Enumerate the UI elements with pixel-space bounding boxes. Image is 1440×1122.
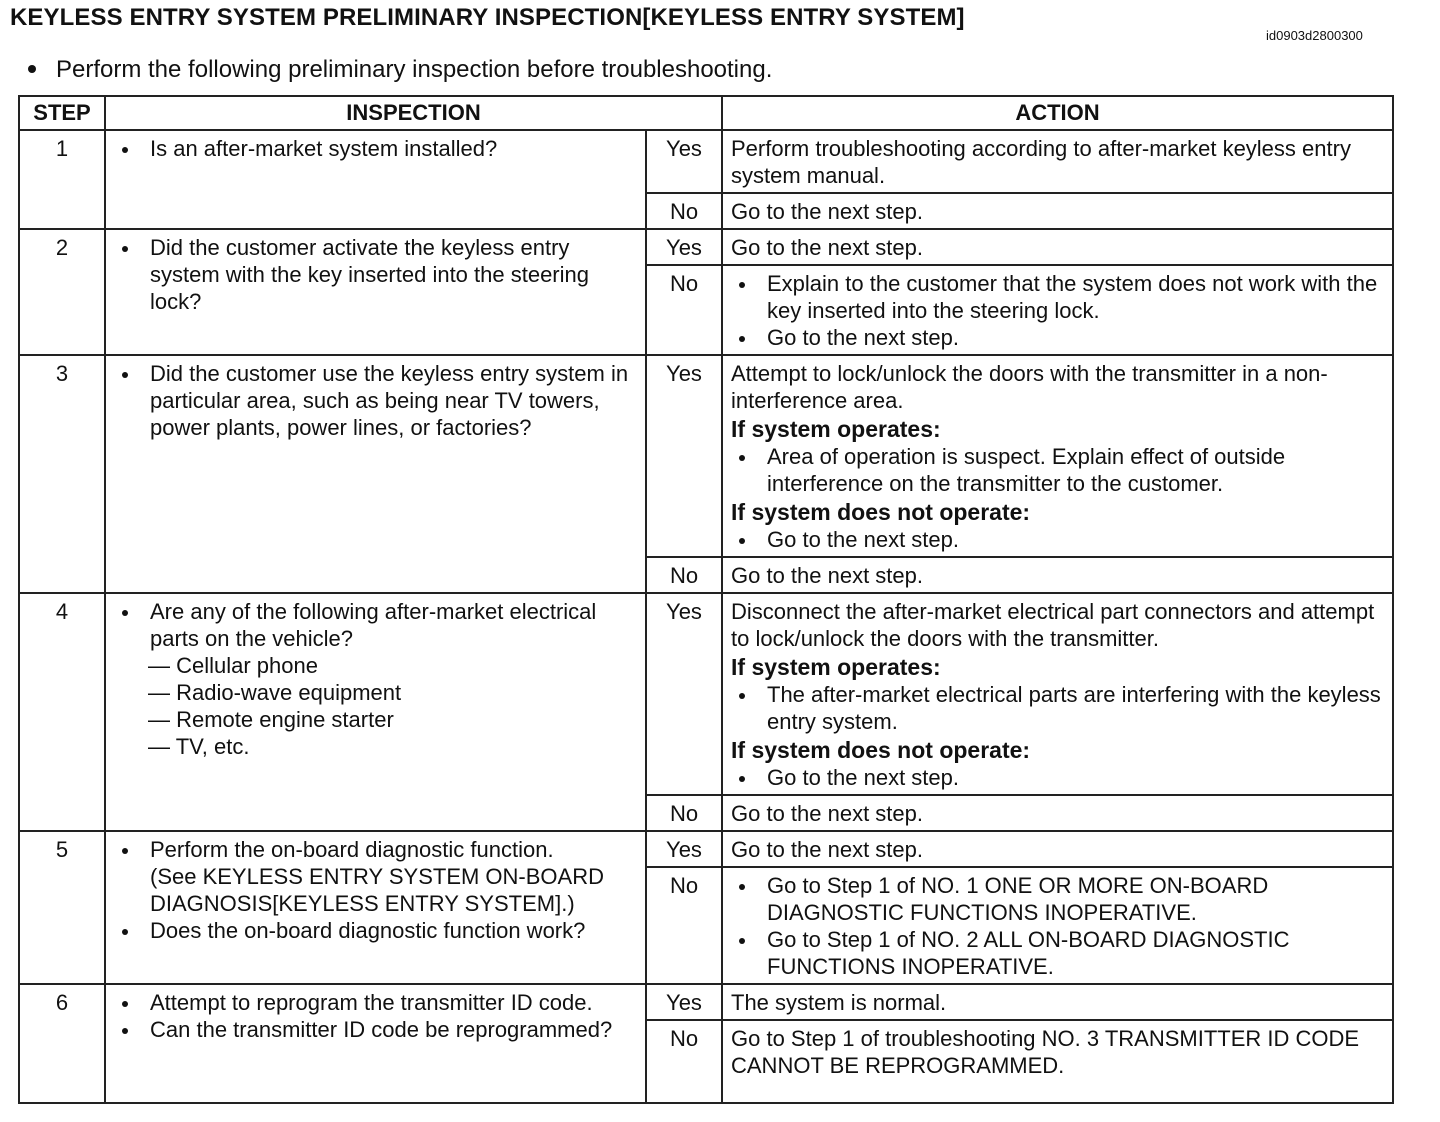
header-action: ACTION bbox=[722, 96, 1393, 130]
intro-line bbox=[28, 56, 772, 84]
bullet-icon bbox=[739, 884, 745, 890]
dash-item: — Radio-wave equipment bbox=[148, 680, 402, 705]
bullet-icon bbox=[122, 929, 128, 935]
dash-item: — TV, etc. bbox=[148, 734, 250, 759]
action-cell bbox=[722, 984, 1393, 1020]
table-header-row bbox=[19, 96, 1393, 130]
step-number: 5 bbox=[19, 831, 105, 984]
table-row bbox=[19, 355, 1393, 557]
action-cell bbox=[722, 229, 1393, 265]
bullet-icon bbox=[122, 372, 128, 378]
bullet-icon bbox=[122, 246, 128, 252]
action-text: The system is normal. bbox=[731, 990, 947, 1015]
no-label: No bbox=[646, 1020, 722, 1103]
not-operates-header: If system does not operate: bbox=[731, 737, 1031, 763]
action-bullet: Explain to the customer that the system does not work with the key inserted into the steering lock. bbox=[767, 271, 1378, 323]
bullet-icon bbox=[739, 538, 745, 544]
inspection-text: Perform the on-board diagnostic function. bbox=[150, 837, 554, 862]
action-cell bbox=[722, 795, 1393, 831]
yes-label: Yes bbox=[646, 831, 722, 867]
table-row bbox=[19, 229, 1393, 265]
operates-header: If system operates: bbox=[731, 416, 941, 442]
action-text: Go to the next step. bbox=[731, 837, 924, 862]
no-label: No bbox=[646, 867, 722, 984]
no-label: No bbox=[646, 193, 722, 229]
action-cell bbox=[722, 1020, 1393, 1103]
action-cell bbox=[722, 193, 1393, 229]
inspection-cell bbox=[105, 831, 646, 984]
action-cell bbox=[722, 265, 1393, 355]
table-row bbox=[19, 130, 1393, 193]
yes-label: Yes bbox=[646, 229, 722, 265]
operates-header: If system operates: bbox=[731, 654, 941, 680]
header-inspection: INSPECTION bbox=[105, 96, 722, 130]
inspection-text: Did the customer use the keyless entry system in particular area, such as being near TV towers, power plants, power lines, or factories? bbox=[150, 361, 629, 440]
action-bullet: Go to Step 1 of NO. 1 ONE OR MORE ON-BOARD DIAGNOSTIC FUNCTIONS INOPERATIVE. bbox=[767, 873, 1269, 925]
step-number: 4 bbox=[19, 593, 105, 831]
table-row bbox=[19, 831, 1393, 867]
inspection-text: Did the customer activate the keyless entry system with the key inserted into the steering lock? bbox=[150, 235, 589, 314]
dash-item: — Cellular phone bbox=[148, 653, 318, 678]
action-text: Disconnect the after-market electrical part connectors and attempt to lock/unlock the doors with the transmitter. bbox=[731, 599, 1375, 651]
action-cell bbox=[722, 557, 1393, 593]
inspection-text: Attempt to reprogram the transmitter ID code. bbox=[150, 990, 593, 1015]
bullet-icon bbox=[739, 455, 745, 461]
inspection-text: Does the on-board diagnostic function work? bbox=[150, 918, 586, 943]
action-text: Go to the next step. bbox=[731, 235, 924, 260]
action-cell bbox=[722, 130, 1393, 193]
inspection-text: Is an after-market system installed? bbox=[150, 136, 498, 161]
action-cell bbox=[722, 355, 1393, 557]
bullet-icon bbox=[739, 938, 745, 944]
bullet-icon bbox=[739, 282, 745, 288]
bullet-icon bbox=[122, 610, 128, 616]
action-bullet: The after-market electrical parts are interfering with the keyless entry system. bbox=[767, 682, 1381, 734]
bullet-icon bbox=[122, 1028, 128, 1034]
action-text: Go to the next step. bbox=[731, 199, 924, 224]
action-bullet: Go to the next step. bbox=[767, 765, 960, 790]
action-text: Perform troubleshooting according to after-market keyless entry system manual. bbox=[731, 136, 1351, 188]
page-title: KEYLESS ENTRY SYSTEM PRELIMINARY INSPECTION[KEYLESS ENTRY SYSTEM] bbox=[10, 4, 965, 31]
intro-text: Perform the following preliminary inspection before troubleshooting. bbox=[56, 56, 773, 83]
yes-label: Yes bbox=[646, 355, 722, 557]
inspection-text: Can the transmitter ID code be reprogrammed? bbox=[150, 1017, 613, 1042]
action-text: Go to the next step. bbox=[731, 563, 924, 588]
inspection-cell bbox=[105, 593, 646, 831]
no-label: No bbox=[646, 557, 722, 593]
action-text: Go to Step 1 of troubleshooting NO. 3 TRANSMITTER ID CODE CANNOT BE REPROGRAMMED. bbox=[731, 1026, 1360, 1078]
yes-label: Yes bbox=[646, 593, 722, 795]
action-cell bbox=[722, 593, 1393, 795]
bullet-icon bbox=[739, 336, 745, 342]
action-cell bbox=[722, 831, 1393, 867]
action-text: Go to the next step. bbox=[731, 801, 924, 826]
dash-item: — Remote engine starter bbox=[148, 707, 394, 732]
action-bullet: Go to the next step. bbox=[767, 325, 960, 350]
step-number: 6 bbox=[19, 984, 105, 1103]
not-operates-header: If system does not operate: bbox=[731, 499, 1031, 525]
bullet-icon bbox=[739, 776, 745, 782]
inspection-table bbox=[18, 95, 1394, 1104]
action-bullet: Go to the next step. bbox=[767, 527, 960, 552]
bullet-icon bbox=[122, 1001, 128, 1007]
inspection-cell bbox=[105, 229, 646, 355]
step-number: 3 bbox=[19, 355, 105, 593]
action-bullet: Area of operation is suspect. Explain effect of outside interference on the transmitter to the customer. bbox=[767, 444, 1286, 496]
action-bullet: Go to Step 1 of NO. 2 ALL ON-BOARD DIAGNOSTIC FUNCTIONS INOPERATIVE. bbox=[767, 927, 1290, 979]
inspection-note: (See KEYLESS ENTRY SYSTEM ON-BOARD DIAGNOSIS[KEYLESS ENTRY SYSTEM].) bbox=[150, 864, 604, 916]
table-row bbox=[19, 984, 1393, 1020]
document-id: id0903d2800300 bbox=[1266, 28, 1363, 43]
bullet-icon bbox=[122, 848, 128, 854]
bullet-icon bbox=[28, 65, 36, 73]
action-text: Attempt to lock/unlock the doors with the transmitter in a non-interference area. bbox=[731, 361, 1328, 413]
no-label: No bbox=[646, 265, 722, 355]
bullet-icon bbox=[739, 693, 745, 699]
header-step: STEP bbox=[19, 96, 105, 130]
inspection-cell bbox=[105, 984, 646, 1103]
step-number: 2 bbox=[19, 229, 105, 355]
inspection-text: Are any of the following after-market electrical parts on the vehicle? bbox=[150, 599, 597, 651]
yes-label: Yes bbox=[646, 984, 722, 1020]
inspection-cell bbox=[105, 130, 646, 229]
bullet-icon bbox=[122, 147, 128, 153]
step-number: 1 bbox=[19, 130, 105, 229]
inspection-cell bbox=[105, 355, 646, 593]
yes-label: Yes bbox=[646, 130, 722, 193]
table-row bbox=[19, 593, 1393, 795]
no-label: No bbox=[646, 795, 722, 831]
action-cell bbox=[722, 867, 1393, 984]
